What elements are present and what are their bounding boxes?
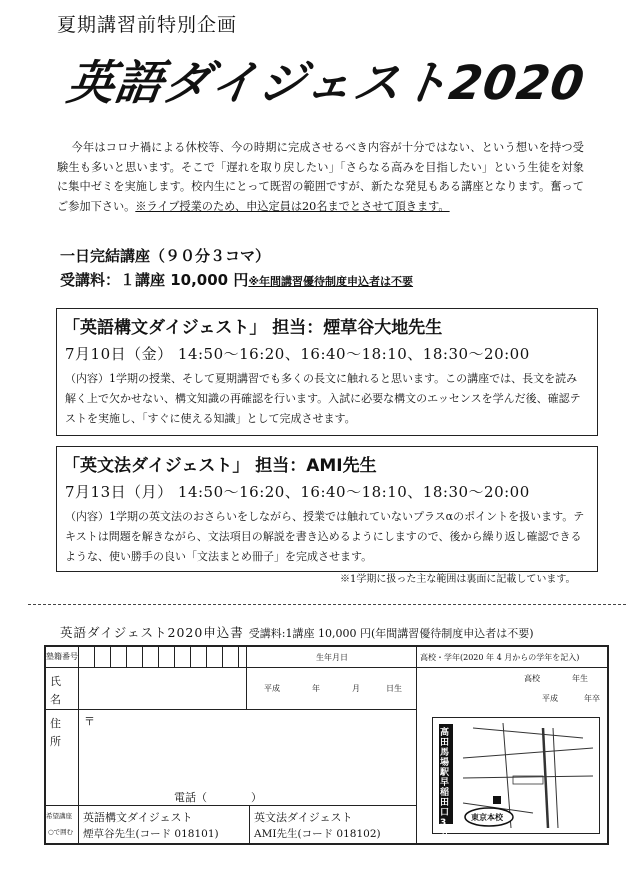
- grade-label: 年生: [572, 674, 588, 683]
- course-box-grammar: [56, 446, 598, 572]
- address-label: 住 所: [50, 717, 72, 748]
- course-format: 一日完結講座（９０分３コマ）: [60, 247, 271, 265]
- option-syntax-teacher: 煙草谷先生(コード 018101): [83, 828, 219, 840]
- postal-mark: 〒: [84, 715, 95, 728]
- choice-label: 希望講座: [46, 812, 72, 820]
- course-info: [60, 244, 413, 294]
- course-description: （内容）1学期の英文法のおさらいをしながら、授業では触れていないプラスαのポイントを扱います。テキストは問題を解きながら、文法項目の解説を書き込めるようにしますので、後から繰り返し確認できるような、使い勝手の良い「文法まとめ冊子」を完成させます。: [65, 510, 585, 563]
- cut-line: [28, 604, 626, 605]
- form-fee: 受講料:1講座 10,000 円(年間講習優待制度申込者は不要): [248, 627, 534, 640]
- school-header: 高校・学年(2020 年 4 月からの学年を記入): [420, 653, 580, 662]
- option-syntax-name: 英語構文ダイジェスト: [83, 811, 193, 824]
- option-grammar[interactable]: [250, 806, 416, 843]
- fee-note: ※年間講習優待制度申込者は不要: [248, 275, 414, 288]
- birth-day-label: 日生: [386, 684, 402, 693]
- course-box-syntax: [56, 308, 598, 436]
- grad-era: 平成: [542, 694, 558, 703]
- option-grammar-teacher: AMI先生(コード 018102): [254, 828, 381, 840]
- intro-text: 今年はコロナ禍による休校等、今の時期に完成させるべき内容が十分ではない、という想いを持つ受験生も多いと思います。そこで「遅れを取り戻したい」「さらなる高みを目指したい」という生徒を対象に集中ゼミを実施します。校内生にとって既習の範囲ですが、新たな発見もある講座となります。奮ってご参加下さい。: [57, 141, 584, 213]
- birth-month-label: 月: [352, 684, 360, 693]
- school-label: 高校: [524, 674, 540, 683]
- birthday-header: 生年月日: [316, 653, 348, 662]
- footnote: ※1学期に扱った主な範囲は裏面に記載しています。: [340, 574, 576, 585]
- map-station-label: 高田馬場駅早稲田口3分: [440, 728, 450, 838]
- course-description: （内容）1学期の授業、そして夏期講習でも多くの長文に触れると思います。この講座では、長文を読み解く上で欠かせない、構文知識の再確認を行います。入試に必要な構文のエッセンスを学んだ後、確認テストを実施し、「すぐに使える知識」として完成させます。: [65, 372, 581, 425]
- form-heading: [60, 623, 534, 641]
- map-drawing: [433, 718, 599, 833]
- course-schedule: 7月13日（月） 14:50～16:20、16:40～18:10、18:30～20:00: [65, 483, 530, 501]
- course-title: 「英語構文ダイジェスト」 担当：煙草谷大地先生: [63, 318, 443, 338]
- course-schedule: 7月10日（金） 14:50～16:20、16:40～18:10、18:30～20:00: [65, 345, 530, 363]
- name-label: 氏 名: [50, 675, 72, 706]
- birth-year-label: 年: [312, 684, 320, 693]
- choice-note: ○で囲む: [48, 828, 74, 836]
- option-grammar-name: 英文法ダイジェスト: [254, 811, 353, 824]
- birth-era: 平成: [264, 684, 280, 693]
- student-number-boxes[interactable]: [78, 645, 254, 667]
- fee-label: 受講料：１講座 10,000 円: [60, 271, 249, 289]
- intro-paragraph: [57, 138, 584, 216]
- name-field[interactable]: [79, 668, 246, 709]
- address-field[interactable]: [79, 710, 416, 800]
- form-title: 英語ダイジェスト2020申込書: [60, 625, 244, 640]
- grad-label: 年卒: [584, 694, 600, 703]
- pre-title: 夏期講習前特別企画: [57, 14, 238, 36]
- student-number-label: 塾籍番号: [46, 652, 78, 661]
- option-syntax[interactable]: [79, 806, 249, 843]
- fee-line: [60, 268, 413, 294]
- course-title: 「英文法ダイジェスト」 担当：AMI先生: [63, 456, 377, 476]
- main-title: 英語ダイジェスト2020: [63, 56, 589, 111]
- access-map: [432, 717, 600, 838]
- capacity-note: ※ライブ授業のため、申込定員は20名までとさせて頂きます。: [135, 199, 450, 213]
- map-school-label: 東京本校: [471, 813, 503, 822]
- phone-label: 電話（ ）: [174, 791, 262, 804]
